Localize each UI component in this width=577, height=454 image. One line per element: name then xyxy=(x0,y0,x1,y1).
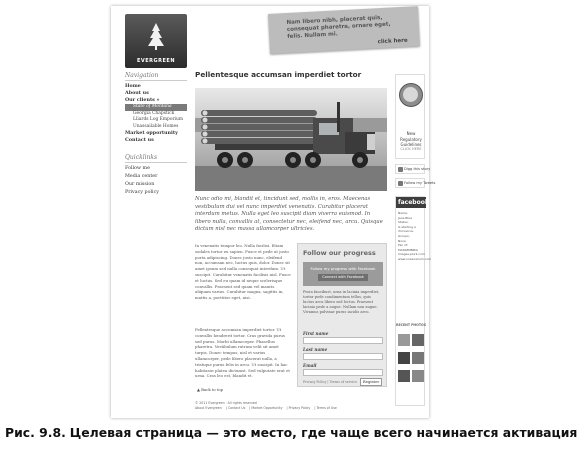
fb-line: MASSENBIRG xyxy=(398,247,418,252)
state-seal-icon xyxy=(399,83,423,107)
photo-thumb[interactable] xyxy=(398,370,410,382)
banner-text: Nam libero nibh, placerat quis, consequat pharetra, ornare eget, felis. Nullam mi. xyxy=(286,14,391,40)
regulatory-box[interactable] xyxy=(395,74,425,159)
hero-image xyxy=(195,88,387,191)
progress-form-panel xyxy=(297,243,387,387)
facebook-connect-text: Follow my progress with Facebook xyxy=(310,266,376,271)
nav-item-contact[interactable]: Contact us xyxy=(125,137,154,143)
nav-sub-unassailable[interactable]: Unassailable Homes xyxy=(133,123,179,129)
fb-line: Status: xyxy=(398,220,409,225)
landing-page xyxy=(111,6,436,418)
last-name-input[interactable] xyxy=(303,353,383,360)
footer xyxy=(195,401,395,411)
caption-number: Рис. 9.8. xyxy=(5,425,66,440)
footer-links: About Evergreen | Contact Us | Market Opportunity | Privacy Policy | Terms of Use xyxy=(195,406,337,410)
last-name-label: Last name xyxy=(303,347,328,352)
tweets-button[interactable] xyxy=(395,178,436,188)
logging-truck-image xyxy=(195,88,387,191)
photo-thumb[interactable] xyxy=(412,352,424,364)
banner-cta[interactable]: click here xyxy=(377,37,408,46)
nav-item-about[interactable]: About us xyxy=(125,90,149,96)
footer-link[interactable]: Terms of Use xyxy=(316,406,337,410)
facebook-profile xyxy=(398,211,432,262)
body-paragraph-1: In venenatis tempor leo. Nulla facilisi. Etiam sodales tortor eu sapien. Fusce et pede ut justo porta adipiscing. Donec justo nunc, eleifend non, accumsan nec, luctus quis, dolor. Donec sit amet ipsum sed nulla consequat interdum. Ut suscipit. Curabitur venenatis facilisis nisl. Fusce et luctus. Sed eu quam id neque scelerisque convallis. Praesent sed quam vel mauris aliquam varius. Curabitur magna, sagittis in, mattis a, porttitor eget, nisi. xyxy=(195,243,291,301)
connect-facebook-button[interactable]: Connect with Facebook xyxy=(318,274,368,281)
register-button[interactable]: Register xyxy=(360,378,382,386)
facebook-connect-box xyxy=(303,262,383,286)
nav-item-market[interactable]: Market opportunity xyxy=(125,130,178,136)
footer-copyright: © 2011 Evergreen · All rights reserved xyxy=(195,401,257,405)
first-name-input[interactable] xyxy=(303,337,383,344)
email-label: Email xyxy=(303,363,317,368)
nav-item-home[interactable]: Home xyxy=(125,83,141,89)
digg-button[interactable] xyxy=(395,164,431,174)
seal-text: New Regulatory Guidelines xyxy=(400,131,422,147)
nav-sub-georgia[interactable]: Georgia Chapstick xyxy=(133,110,175,116)
quicklinks-heading: Quicklinks xyxy=(125,154,187,163)
nav-item-clients[interactable]: Our clients » xyxy=(125,97,160,103)
nav-sub-lliards[interactable]: Lliards Log Emporium xyxy=(133,117,183,122)
logo[interactable] xyxy=(125,14,187,68)
facebook-widget xyxy=(395,196,432,406)
quicklink-privacy[interactable]: Privacy policy xyxy=(125,190,159,195)
fb-line: Jane Blue xyxy=(398,215,413,220)
progress-title: Follow our progress xyxy=(303,249,376,257)
caption-text: Целевая страница — это место, где чаще всего начинается активация xyxy=(69,425,577,440)
body-paragraph-2: Pellentesque accumsan imperdiet tortor. Ut convallis hendrerit tortor. Cras gravida purus sed purus. Morbi ullamcorper. Phasellus pharetra. Vestibulum rutrum velit sit amet turpis. Donec tempus, nisl et varius ullamcorper, pede libero placerat nulla, a tristique purus felis in arcu. Ut suscipit. In hac habitasse platea dictumst. Sed vulputate erat et urna. Cras leo est, blandit et. xyxy=(195,327,290,379)
lead-paragraph: Nunc odio mi, blandit et, tincidunt sed, mollis in, eros. Maecenas vestibulum dui vel nunc imperdiet venenatis. Curabitur placerat interdum metus. Nulla eget leo suscipit diam viverra euismod. In libero nulla, convallis at, consectetur nec, eleifend nec, arcu. Quisque dictum nisl nec massa ullamcorper ultricies. xyxy=(195,196,383,233)
quicklink-media[interactable]: Media center xyxy=(125,174,158,179)
footer-link[interactable]: About Evergreen xyxy=(195,406,222,410)
twitter-icon xyxy=(398,181,403,186)
fb-line: Fan of: xyxy=(398,243,408,248)
promo-banner[interactable] xyxy=(268,6,420,54)
photo-thumb[interactable] xyxy=(398,334,410,346)
fb-line: None xyxy=(398,238,406,243)
photo-thumb[interactable] xyxy=(412,370,424,382)
footer-link[interactable]: Market Opportunity xyxy=(251,406,283,410)
back-to-top-link[interactable]: ▲ Back to top xyxy=(197,387,224,392)
progress-text: Proin faucibust, urna in lacinia imperdiet, tortor pede condimentum tellus, quis luctus arcu libero sed lectus. Praesent lacinia pede a augue. Nullam non augue. Vivamus pulvinar purus iaculis arcu. xyxy=(303,290,380,314)
pine-tree-icon xyxy=(146,22,166,52)
quicklink-mission[interactable]: Our mission xyxy=(125,182,155,187)
figure-caption xyxy=(5,425,577,440)
footer-link[interactable]: Contact Us xyxy=(227,406,246,410)
photo-thumb[interactable] xyxy=(398,352,410,364)
nav-sub-montana[interactable]: State of Montana xyxy=(125,104,187,111)
digg-label: Digg this story xyxy=(404,167,431,171)
quicklink-follow[interactable]: Follow me xyxy=(125,166,150,171)
seal-cta[interactable]: CLICK HERE xyxy=(400,147,422,151)
fb-line: Name: xyxy=(398,211,408,215)
fb-line: Groups: xyxy=(398,233,410,238)
facebook-header: facebook xyxy=(398,199,429,206)
recent-photos-heading: RECENT PHOTOS xyxy=(396,323,426,327)
nav-heading: Navigation xyxy=(125,72,187,81)
form-policy-links[interactable]: Privacy Policy | Terms of service xyxy=(303,380,358,384)
digg-icon xyxy=(398,167,403,172)
logo-text: EVERGREEN xyxy=(136,58,176,64)
photo-thumb[interactable] xyxy=(412,334,424,346)
fb-line: images.plurk.com xyxy=(398,252,425,257)
footer-link[interactable]: Privacy Policy xyxy=(288,406,311,410)
left-navigation xyxy=(125,72,187,197)
fb-line: Is starting a rhinovirus. xyxy=(398,224,416,234)
fb-line: www.oceanarium.com xyxy=(398,256,432,261)
tweets-label: Follow my Tweets xyxy=(404,181,436,185)
page-title: Pellentesque accumsan imperdiet tortor xyxy=(195,70,362,79)
back-to-top-label: Back to top xyxy=(201,387,224,392)
email-input[interactable] xyxy=(303,369,383,376)
first-name-label: First name xyxy=(303,331,329,336)
